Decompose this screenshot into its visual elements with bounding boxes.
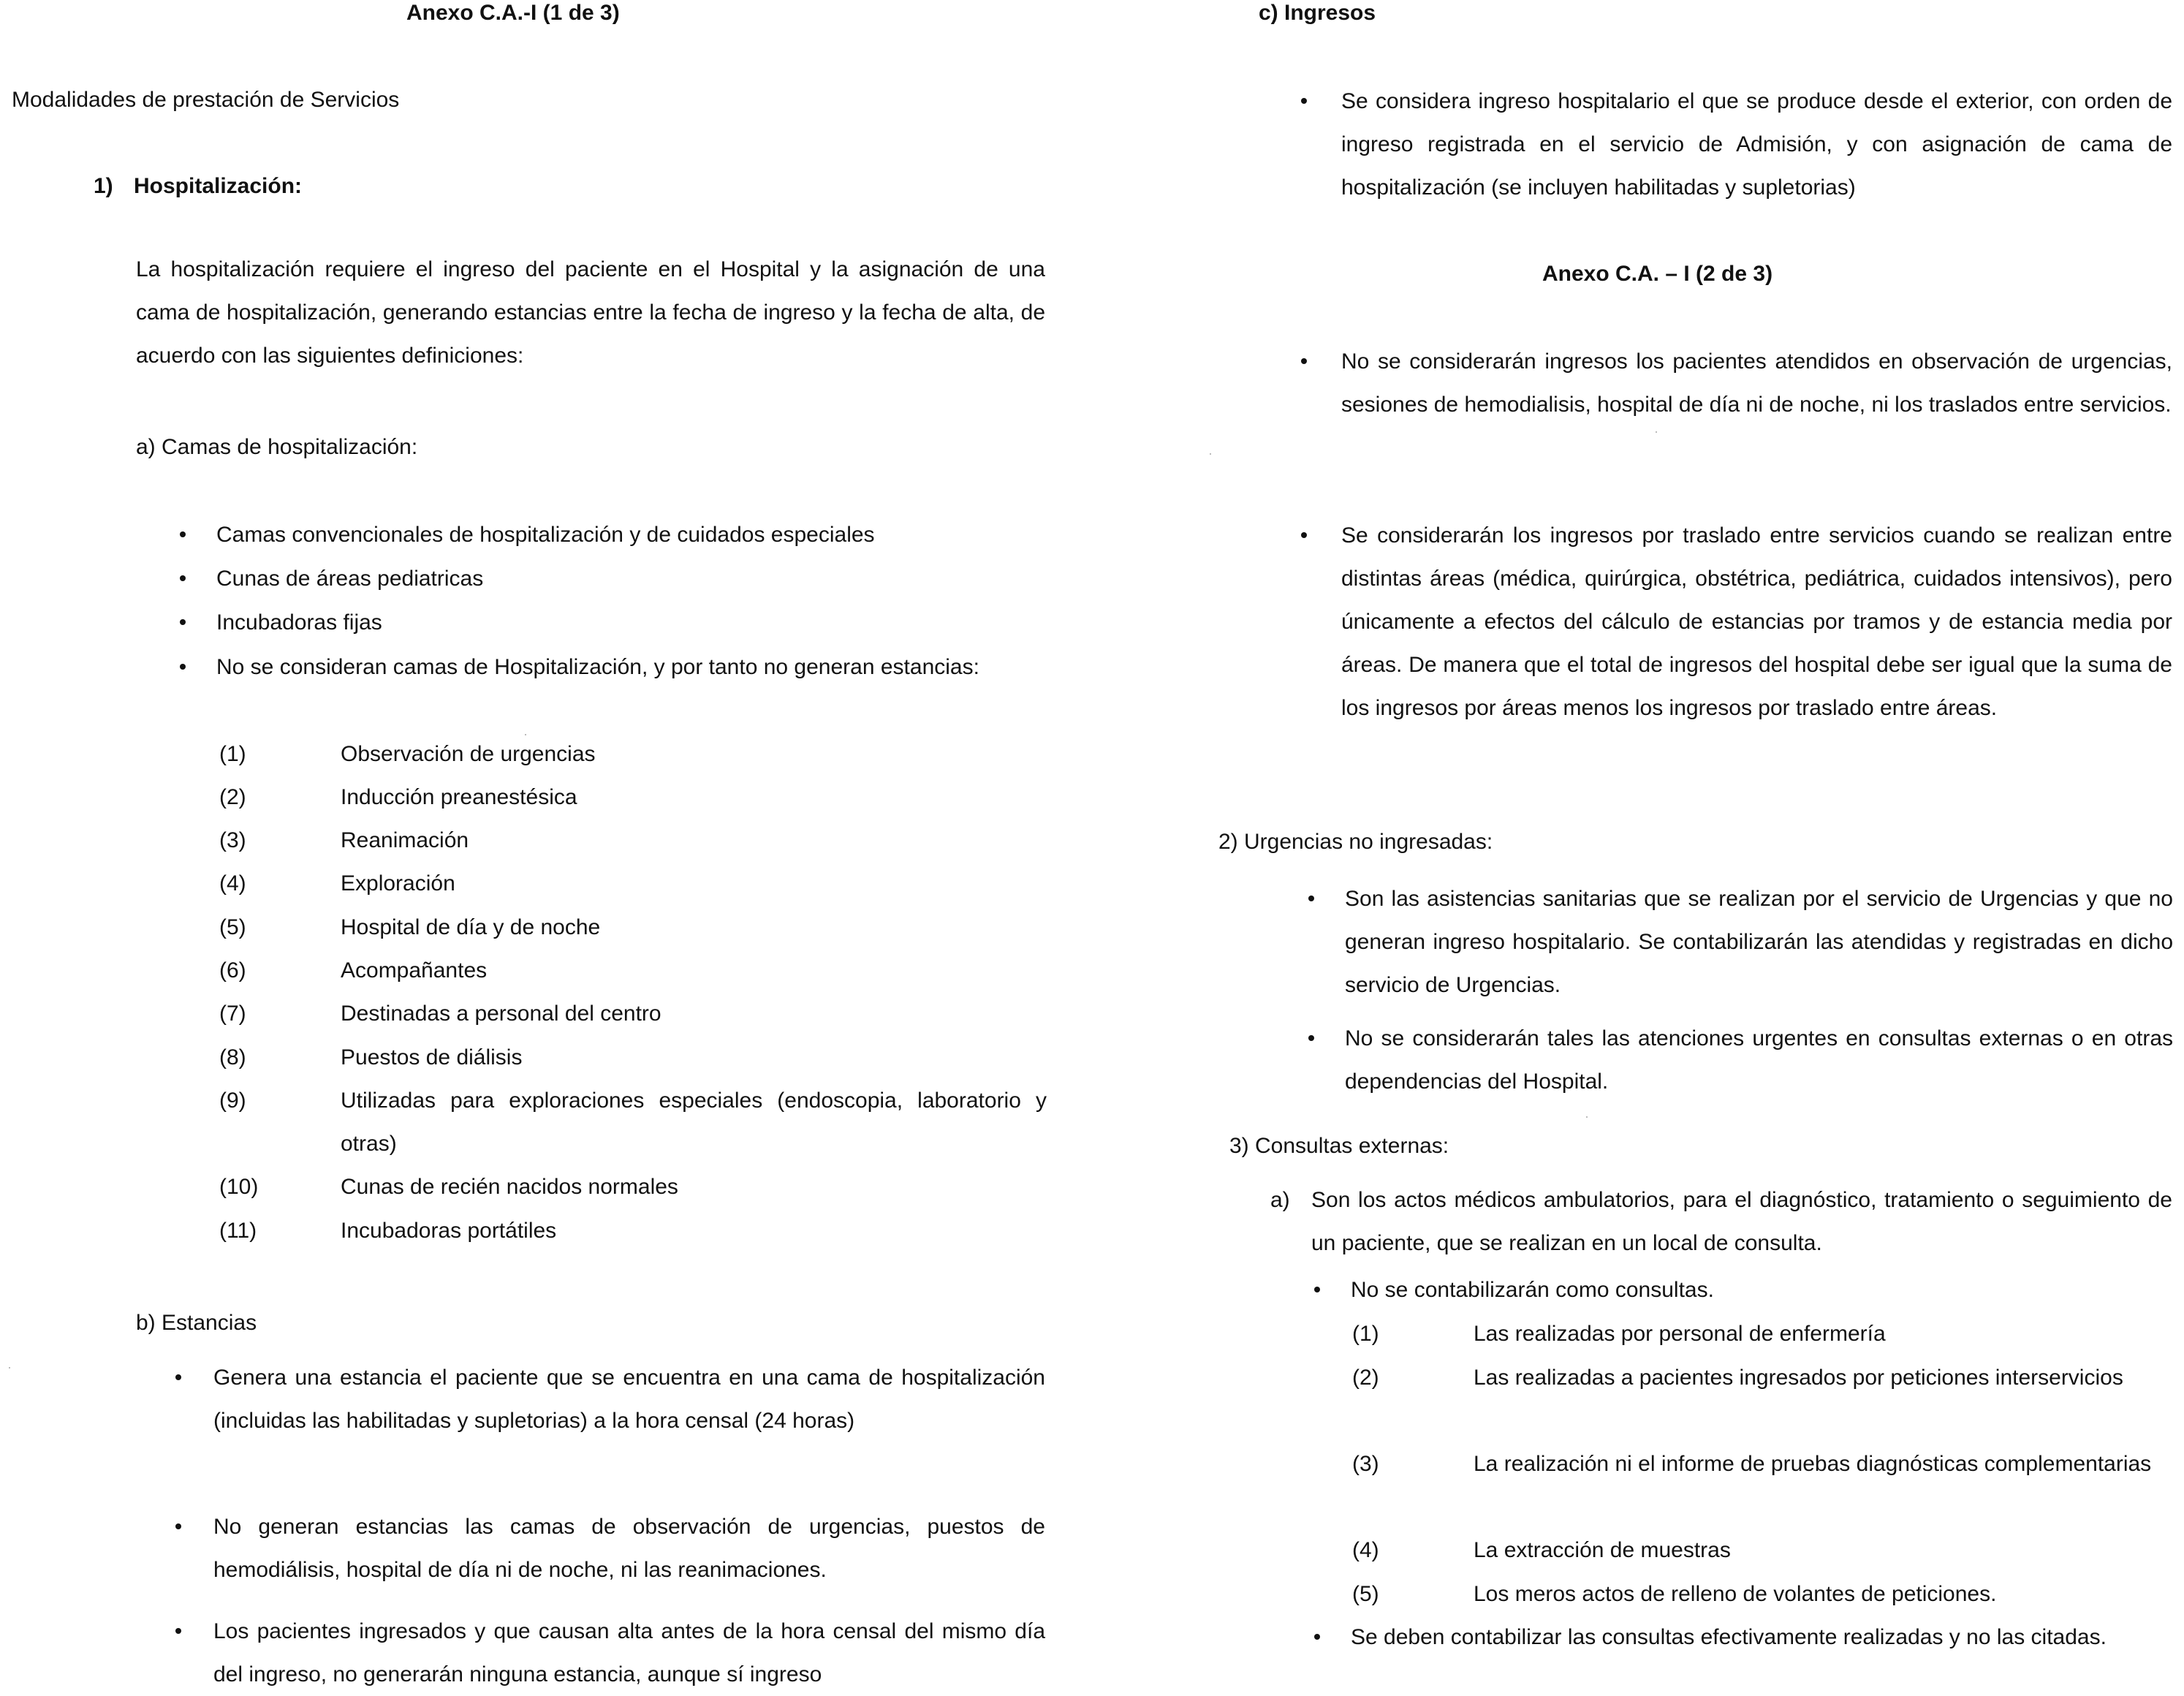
- list-item: [180, 601, 1047, 644]
- list-item: [1301, 514, 2172, 730]
- ingresos-heading: c) Ingresos: [1259, 1, 1376, 25]
- item-number: (10): [219, 1175, 259, 1199]
- item-text: La realización ni el informe de pruebas diagnósticas complementarias: [1474, 1452, 2152, 1476]
- bullet-text: No se considerarán tales las atenciones urgentes en consultas externas o en otras dependencias del Hospital.: [1345, 1026, 2173, 1094]
- bullet-dot: [1308, 1035, 1314, 1041]
- bullet-text: No se consideran camas de Hospitalización, y por tanto no generan estancias:: [216, 655, 979, 679]
- bullet-dot: [180, 575, 186, 581]
- list-item: [180, 557, 1047, 600]
- scan-speck: [9, 1367, 10, 1368]
- item-number: (11): [219, 1219, 257, 1243]
- section-1-number: 1): [94, 174, 113, 198]
- list-item: [1314, 1268, 2173, 1311]
- scan-speck: [1586, 1116, 1588, 1118]
- list-item: [180, 513, 1047, 556]
- item-text: Las realizadas a pacientes ingresados por peticiones interservicios: [1474, 1366, 2123, 1390]
- list-item: [175, 1610, 1045, 1696]
- item-number: (3): [219, 828, 246, 852]
- bullet-text: Son las asistencias sanitarias que se realizan por el servicio de Urgencias y que no generan ingreso hospitalario. Se contabilizarán las atendidas y registradas en dicho servicio de Urgencias.: [1345, 887, 2173, 997]
- item-text: Incubadoras portátiles: [341, 1219, 557, 1243]
- bullet-dot: [1301, 532, 1307, 538]
- hospitalization-paragraph: La hospitalización requiere el ingreso del paciente en el Hospital y la asignación de una cama de hospitalización, generando estancias entre la fecha de ingreso y la fecha de alta, de acuerdo con las siguientes definiciones:: [136, 257, 1045, 368]
- item-number: (7): [219, 1002, 246, 1026]
- item-text: Inducción preanestésica: [341, 785, 577, 809]
- bullet-text: Se considerarán los ingresos por traslado entre servicios cuando se realizan entre distintas áreas (médica, quirúrgica, obstétrica, pediátrica, cuidados intensivos), pero únicamente a efectos del cálculo de estancias por tramos y de estancia media por áreas. De manera que el total de ingresos del hospital debe ser igual que la suma de los ingresos por áreas menos los ingresos por traslado entre áreas.: [1341, 523, 2172, 720]
- list-item: [1352, 1356, 2172, 1444]
- bullet-dot: [1301, 98, 1307, 104]
- bullet-dot: [175, 1628, 181, 1634]
- list-item: [219, 1079, 1047, 1167]
- bullet-text: Camas convencionales de hospitalización y de cuidados especiales: [216, 523, 875, 547]
- item-number: a): [1270, 1188, 1290, 1212]
- bullet-dot: [180, 664, 186, 670]
- item-number: (5): [1352, 1582, 1379, 1606]
- item-text: Los meros actos de relleno de volantes de peticiones.: [1474, 1582, 1997, 1606]
- bullet-text: No se considerarán ingresos los pacientes atendidos en observación de urgencias, sesiones de hemodialisis, hospital de día ni de noche, ni los traslados entre servicios.: [1341, 349, 2172, 417]
- list-item: [1308, 877, 2173, 1007]
- list-item: [1301, 340, 2172, 426]
- item-text: Acompañantes: [341, 958, 488, 983]
- estancias-subheading: b) Estancias: [136, 1311, 257, 1335]
- bullet-dot: [175, 1374, 181, 1380]
- item-number: (2): [1352, 1366, 1379, 1390]
- section-1-title: Hospitalización:: [134, 174, 303, 198]
- item-number: (6): [219, 958, 246, 983]
- bullet-dot: [1314, 1634, 1320, 1640]
- bullet-text: Se deben contabilizar las consultas efectivamente realizadas y no las citadas.: [1351, 1625, 2107, 1649]
- bullet-text: Los pacientes ingresados y que causan alta antes de la hora censal del mismo día del ingreso, no generarán ninguna estancia, aunque sí ingreso: [213, 1619, 1045, 1686]
- item-number: (1): [1352, 1322, 1379, 1346]
- item-text: Hospital de día y de noche: [341, 915, 601, 939]
- bullet-text: Incubadoras fijas: [216, 610, 382, 635]
- list-item: [180, 646, 1047, 689]
- list-item: [1301, 80, 2172, 209]
- bullet-text: No se contabilizarán como consultas.: [1351, 1278, 1714, 1302]
- bullet-text: Se considera ingreso hospitalario el que se produce desde el exterior, con orden de ingreso registrada en el servicio de Admisión, y con asignación de cama de hospitalización (se incluyen habilitadas y supletorias): [1341, 89, 2172, 200]
- item-number: (1): [219, 742, 246, 766]
- item-number: (4): [1352, 1538, 1379, 1562]
- bullet-dot: [180, 531, 186, 537]
- bullet-dot: [1301, 358, 1307, 364]
- scan-speck: [525, 734, 526, 735]
- item-text: Las realizadas por personal de enfermería: [1474, 1322, 1886, 1346]
- camas-subheading: a) Camas de hospitalización:: [136, 435, 418, 459]
- item-number: (4): [219, 871, 246, 896]
- annex-header-right: Anexo C.A. – I (2 de 3): [1542, 262, 1773, 286]
- intro-heading: Modalidades de prestación de Servicios: [12, 88, 400, 112]
- item-text: Exploración: [341, 871, 455, 896]
- bullet-text: Genera una estancia el paciente que se encuentra en una cama de hospitalización (incluidas las habilitadas y supletorias) a la hora censal (24 horas): [213, 1366, 1045, 1433]
- bullet-dot: [180, 619, 186, 625]
- consultas-heading: 3) Consultas externas:: [1229, 1134, 1449, 1158]
- item-text: Son los actos médicos ambulatorios, para el diagnóstico, tratamiento o seguimiento de un paciente, que se realizan en un local de consulta.: [1311, 1188, 2172, 1255]
- item-text: Cunas de recién nacidos normales: [341, 1175, 678, 1199]
- bullet-text: No generan estancias las camas de observación de urgencias, puestos de hemodiálisis, hospital de día ni de noche, ni las reanimaciones.: [213, 1515, 1045, 1582]
- scan-speck: [1210, 453, 1211, 455]
- urgencias-heading: 2) Urgencias no ingresadas:: [1218, 830, 1493, 854]
- item-number: (8): [219, 1045, 246, 1070]
- item-number: (2): [219, 785, 246, 809]
- list-item: [175, 1505, 1045, 1591]
- list-item: [175, 1356, 1045, 1442]
- scan-speck: [1656, 431, 1657, 433]
- item-text: Puestos de diálisis: [341, 1045, 523, 1070]
- item-text: Utilizadas para exploraciones especiales (endoscopia, laboratorio y otras): [341, 1089, 1047, 1156]
- bullet-dot: [1314, 1287, 1320, 1292]
- item-text: Reanimación: [341, 828, 469, 852]
- list-item: [1270, 1178, 2172, 1266]
- list-item: [1308, 1017, 2173, 1103]
- item-number: (5): [219, 915, 246, 939]
- item-text: La extracción de muestras: [1474, 1538, 1731, 1562]
- item-number: (9): [219, 1089, 246, 1113]
- bullet-text: Cunas de áreas pediatricas: [216, 567, 484, 591]
- bullet-dot: [175, 1523, 181, 1529]
- item-text: Destinadas a personal del centro: [341, 1002, 661, 1026]
- item-text: Observación de urgencias: [341, 742, 596, 766]
- item-number: (3): [1352, 1452, 1379, 1476]
- list-item: [1352, 1442, 2172, 1530]
- list-item: [1314, 1616, 2173, 1659]
- annex-header-left: Anexo C.A.-I (1 de 3): [406, 1, 620, 25]
- bullet-dot: [1308, 896, 1314, 901]
